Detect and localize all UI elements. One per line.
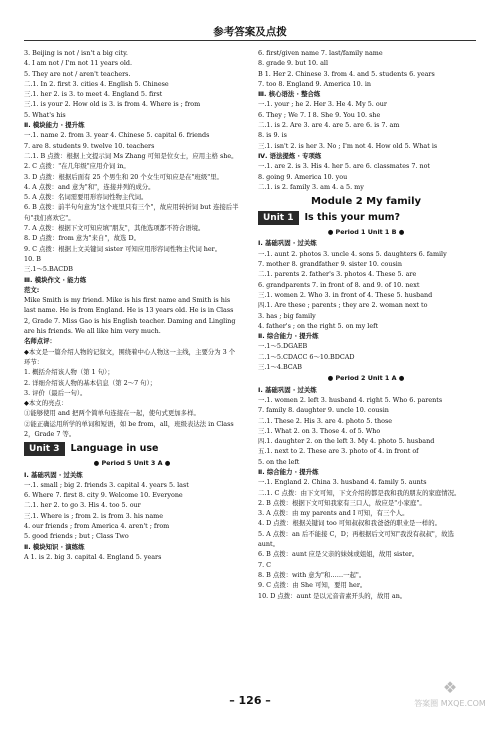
answer-line: 二.1. B 点拨：根据上文提示词 Ms Zhang 可知是位女士，应用主格 she。 xyxy=(24,151,238,160)
answer-line: 二.1. is 2. family 3. am 4. a 5. my xyxy=(258,182,364,191)
answer-line: 6. first/given name 7. last/family name xyxy=(258,49,383,57)
answer-line: 3. 评价（最后一句）。 xyxy=(24,388,87,397)
section-heading: Ⅲ. 核心语法 · 整合练 xyxy=(258,90,321,99)
answer-line: ②能正确运用所学的单词和短语，如 be from，all，班级表达法 in Class 2，Grade 7 等。 xyxy=(24,419,234,438)
module-title: Module 2 My family xyxy=(310,196,422,208)
section-heading: 名师点评： xyxy=(24,337,56,346)
section-heading: 范文: xyxy=(24,285,40,294)
answer-line: B 1. Her 2. Chinese 3. from 4. and 5. students 6. years xyxy=(258,69,435,78)
answer-line: 二.1. her 2. to go 3. His 4. too 5. our xyxy=(24,501,141,510)
unit-heading xyxy=(258,211,474,225)
section-heading: Ⅰ. 基础巩固 · 过关练 xyxy=(258,239,317,248)
section-heading: Ⅱ. 模块知识 · 演练练 xyxy=(24,542,85,551)
section-heading: Ⅰ. 基础巩固 · 过关练 xyxy=(258,385,317,394)
answer-line: 三.1～4.BCAB xyxy=(258,363,302,372)
answer-line: 5. What's his xyxy=(24,110,66,119)
answer-line: 4. I am not / I'm not 11 years old. xyxy=(24,59,133,68)
answer-line: 8. D 点拨：from 意为"来自"，故选 D。 xyxy=(24,234,140,243)
answer-line: 8. B 点拨：with 意为"和……一起"。 xyxy=(258,570,366,579)
answer-line: 4. father's ; on the right 5. on my left xyxy=(258,321,379,330)
section-heading: Ⅳ. 语法提炼 · 专项练 xyxy=(258,151,322,160)
answer-line: 7. mother 8. grandfather 9. sister 10. cousin xyxy=(258,260,402,269)
answer-line: 5. good friends ; but ; Class Two xyxy=(24,532,129,541)
answer-line: 3. Beijing is not / isn't a big city. xyxy=(24,49,128,57)
answer-line: 5. on the left xyxy=(258,457,300,466)
answer-line: 三.1. her 2. is 3. to meet 4. England 5. first xyxy=(24,90,163,99)
unit-title: Language in use xyxy=(70,443,159,455)
answer-line: 二.1. C 点拨：由下文可知，下文介绍的都是我和我的朋友的家庭情况。 xyxy=(258,488,461,497)
header-divider xyxy=(24,40,476,41)
answer-line: 2. 详细介绍该人物的基本信息（第 2～7 句）； xyxy=(24,378,157,387)
answer-line: 10. D 点拨：aunt 是以元音音素开头的，故用 an。 xyxy=(258,591,407,600)
unit-badge: Unit 3 xyxy=(24,442,65,456)
answer-line: 3. D 点拨：根据后面有 25 个男生和 20 个女生可知应是在"班级"里。 xyxy=(24,172,223,181)
answer-line: 4. A 点拨：and 意为"和"，连接并列的成分。 xyxy=(24,182,155,191)
period-heading: ● Period 2 Unit 1 A ● xyxy=(327,374,405,383)
answer-line: 8. going 9. America 10. you xyxy=(258,172,348,181)
answer-line: 三.1～5.BACDB xyxy=(24,265,73,274)
period-heading: ● Period 1 Unit 1 B ● xyxy=(327,228,405,237)
answer-line: 2. B 点拨：根据下文可知我家有三口人，故应是"小家庭"。 xyxy=(258,498,426,507)
page-number: – 126 – xyxy=(229,694,271,707)
answer-line: 7. C xyxy=(258,560,272,569)
answer-line: 三.1. Where is ; from 2. is from 3. his name xyxy=(24,511,163,520)
watermark xyxy=(410,678,490,722)
answer-line: 二.1. These 2. His 3. are 4. photo 5. those xyxy=(258,416,393,425)
answer-line: 一.1. England 2. China 3. husband 4. family 5. aunts xyxy=(258,478,427,487)
answer-line: 一.1. name 2. from 3. year 4. Chinese 5. capital 6. friends xyxy=(24,131,210,140)
answer-line: 三.1. women 2. Who 3. in front of 4. These 5. husband xyxy=(258,290,433,299)
answer-line: 8. grade 9. but 10. all xyxy=(258,59,329,68)
right-column xyxy=(258,48,474,601)
answer-line: 10. B xyxy=(24,254,41,263)
answer-line: 6. grandparents 7. in front of 8. and 9. of 10. next xyxy=(258,280,420,289)
answer-line: 7. family 8. daughter 9. uncle 10. cousin xyxy=(258,406,389,415)
answer-line: 7. too 8. England 9. America 10. in xyxy=(258,79,371,88)
watermark-logo-icon: ❖ xyxy=(442,678,458,697)
answer-line: 9. C 点拨：根据上文关键词 sister 可知应用形容词性物主代词 her。 xyxy=(24,244,222,253)
answer-line: 五.1. next to 2. These are 3. photo of 4. in front of xyxy=(258,447,419,456)
period-heading: ● Period 5 Unit 3 A ● xyxy=(93,459,171,468)
section-heading: Ⅰ. 基础巩固 · 过关练 xyxy=(24,470,83,479)
answer-line: 三.1. is your 2. How old is 3. is from 4. Where is ; from xyxy=(24,100,201,109)
answer-line: A 1. is 2. big 3. capital 4. England 5. years xyxy=(24,552,162,561)
answer-line: 6. B 点拨：aunt 应是父亲的妹妹或姐姐，故用 sister。 xyxy=(258,550,419,559)
answer-line: 5. They are not / aren't teachers. xyxy=(24,69,131,78)
section-heading: Ⅱ. 综合能力 · 提升练 xyxy=(258,467,319,476)
answer-line: 四.1. daughter 2. on the left 3. My 4. photo 5. husband xyxy=(258,437,435,446)
answer-line: 一.1. your ; he 2. Her 3. He 4. My 5. our xyxy=(258,100,387,109)
watermark-text: 答案圈 MXQE.COM xyxy=(414,699,486,708)
answer-line: 2. C 点拨："在几年级"应用介词 in。 xyxy=(24,162,130,171)
left-column xyxy=(24,48,240,562)
answer-line: 4. D 点拨：根据关键词 too 可知叔叔和我爸爸的职业是一样的。 xyxy=(258,519,441,528)
answer-line: 6. Where 7. first 8. city 9. Welcome 10. Everyone xyxy=(24,491,183,500)
unit-heading xyxy=(24,442,240,456)
answer-line: 9. C 点拨：由 She 可知，要用 her。 xyxy=(258,581,367,590)
answer-line: 一.1. are 2. is 3. His 4. her 5. are 6. classmates 7. not xyxy=(258,162,431,171)
answer-line: 二.1. In 2. first 3. cities 4. English 5. Chinese xyxy=(24,79,169,88)
answer-line: ①能够使用 and 把两个简单句连接在一起，使句式更加多样。 xyxy=(24,409,200,418)
section-heading: Ⅲ. 模块作文 · 能力练 xyxy=(24,275,87,284)
answer-line: 5. A 点拨：名词需要用形容词性物主代词。 xyxy=(24,193,148,202)
answer-line: 8. is 9. is xyxy=(258,131,287,140)
answer-line: 3. has ; big family xyxy=(258,311,316,320)
answer-line: Mike Smith is my friend. Mike is his first name and Smith is his last name. He is from England. He is 13 years old. He is in Class 2, Grade 7. Miss Gao is his English teacher. Daming and Lingling are his friends. We all like him very much. xyxy=(24,296,236,336)
answer-line: 7. are 8. students 9. twelve 10. teachers xyxy=(24,141,155,150)
answer-line: 三.1. What 2. on 3. Those 4. of 5. Who xyxy=(258,426,381,435)
answer-line: 5. A 点拨：an 后不能接 C，D；再根据后文可知"我没有叔叔"，故选 aunt。 xyxy=(258,529,455,549)
answer-line: 二.1. parents 2. father's 3. photos 4. These 5. are xyxy=(258,270,417,279)
answer-line: ◆本文是一篇介绍人物的记叙文，围绕着中心人物这一主线，主要分为 3 个环节： xyxy=(24,347,236,366)
answer-line: 三.1. isn't 2. is her 3. No ; I'm not 4. How old 5. What is xyxy=(258,141,438,150)
answer-line: 4. our friends ; from America 4. aren't ; from xyxy=(24,522,170,531)
answer-line: 一.1～5.DGAEB xyxy=(258,342,308,351)
answer-line: 1. 概括介绍该人物（第 1 句）； xyxy=(24,368,114,377)
page-header-title: 参考答案及点拨 xyxy=(213,26,287,38)
answer-line: 一.1. women 2. left 3. husband 4. right 5. Who 6. parents xyxy=(258,395,443,404)
answer-line: 一.1. aunt 2. photos 3. uncle 4. sons 5. daughters 6. family xyxy=(258,249,447,258)
answer-line: 3. A 点拨：由 my parents and I 可知，有三个人。 xyxy=(258,509,409,518)
answer-line: 一.1. small ; big 2. friends 3. capital 4. years 5. last xyxy=(24,480,189,489)
answer-line: 二.1. is 2. Are 3. are 4. are 5. are 6. is 7. am xyxy=(258,121,400,130)
answer-line: 四.1. Are these ; parents ; they are 2. woman next to xyxy=(258,301,428,310)
answer-line: 6. They ; We 7. I 8. She 9. You 10. she xyxy=(258,110,381,119)
unit-badge: Unit 1 xyxy=(258,211,299,225)
answer-line: 7. A 点拨：根据下文可知应填"朋友"，其他选项都不符合语境。 xyxy=(24,224,205,233)
answer-line: 二.1～5.CDACC 6～10.BDCAD xyxy=(258,352,355,361)
answer-line: ◆本文的亮点： xyxy=(24,399,68,408)
unit-title: Is this your mum? xyxy=(304,212,401,223)
answer-line: 6. B 点拨：前半句句意为"这个班里只有三个"，故应用转折词 but 连接后半句"我们喜欢它"。 xyxy=(24,203,239,222)
section-heading: Ⅱ. 综合能力 · 提升练 xyxy=(258,332,319,341)
section-heading: Ⅱ. 模块能力 · 提升练 xyxy=(24,121,85,130)
